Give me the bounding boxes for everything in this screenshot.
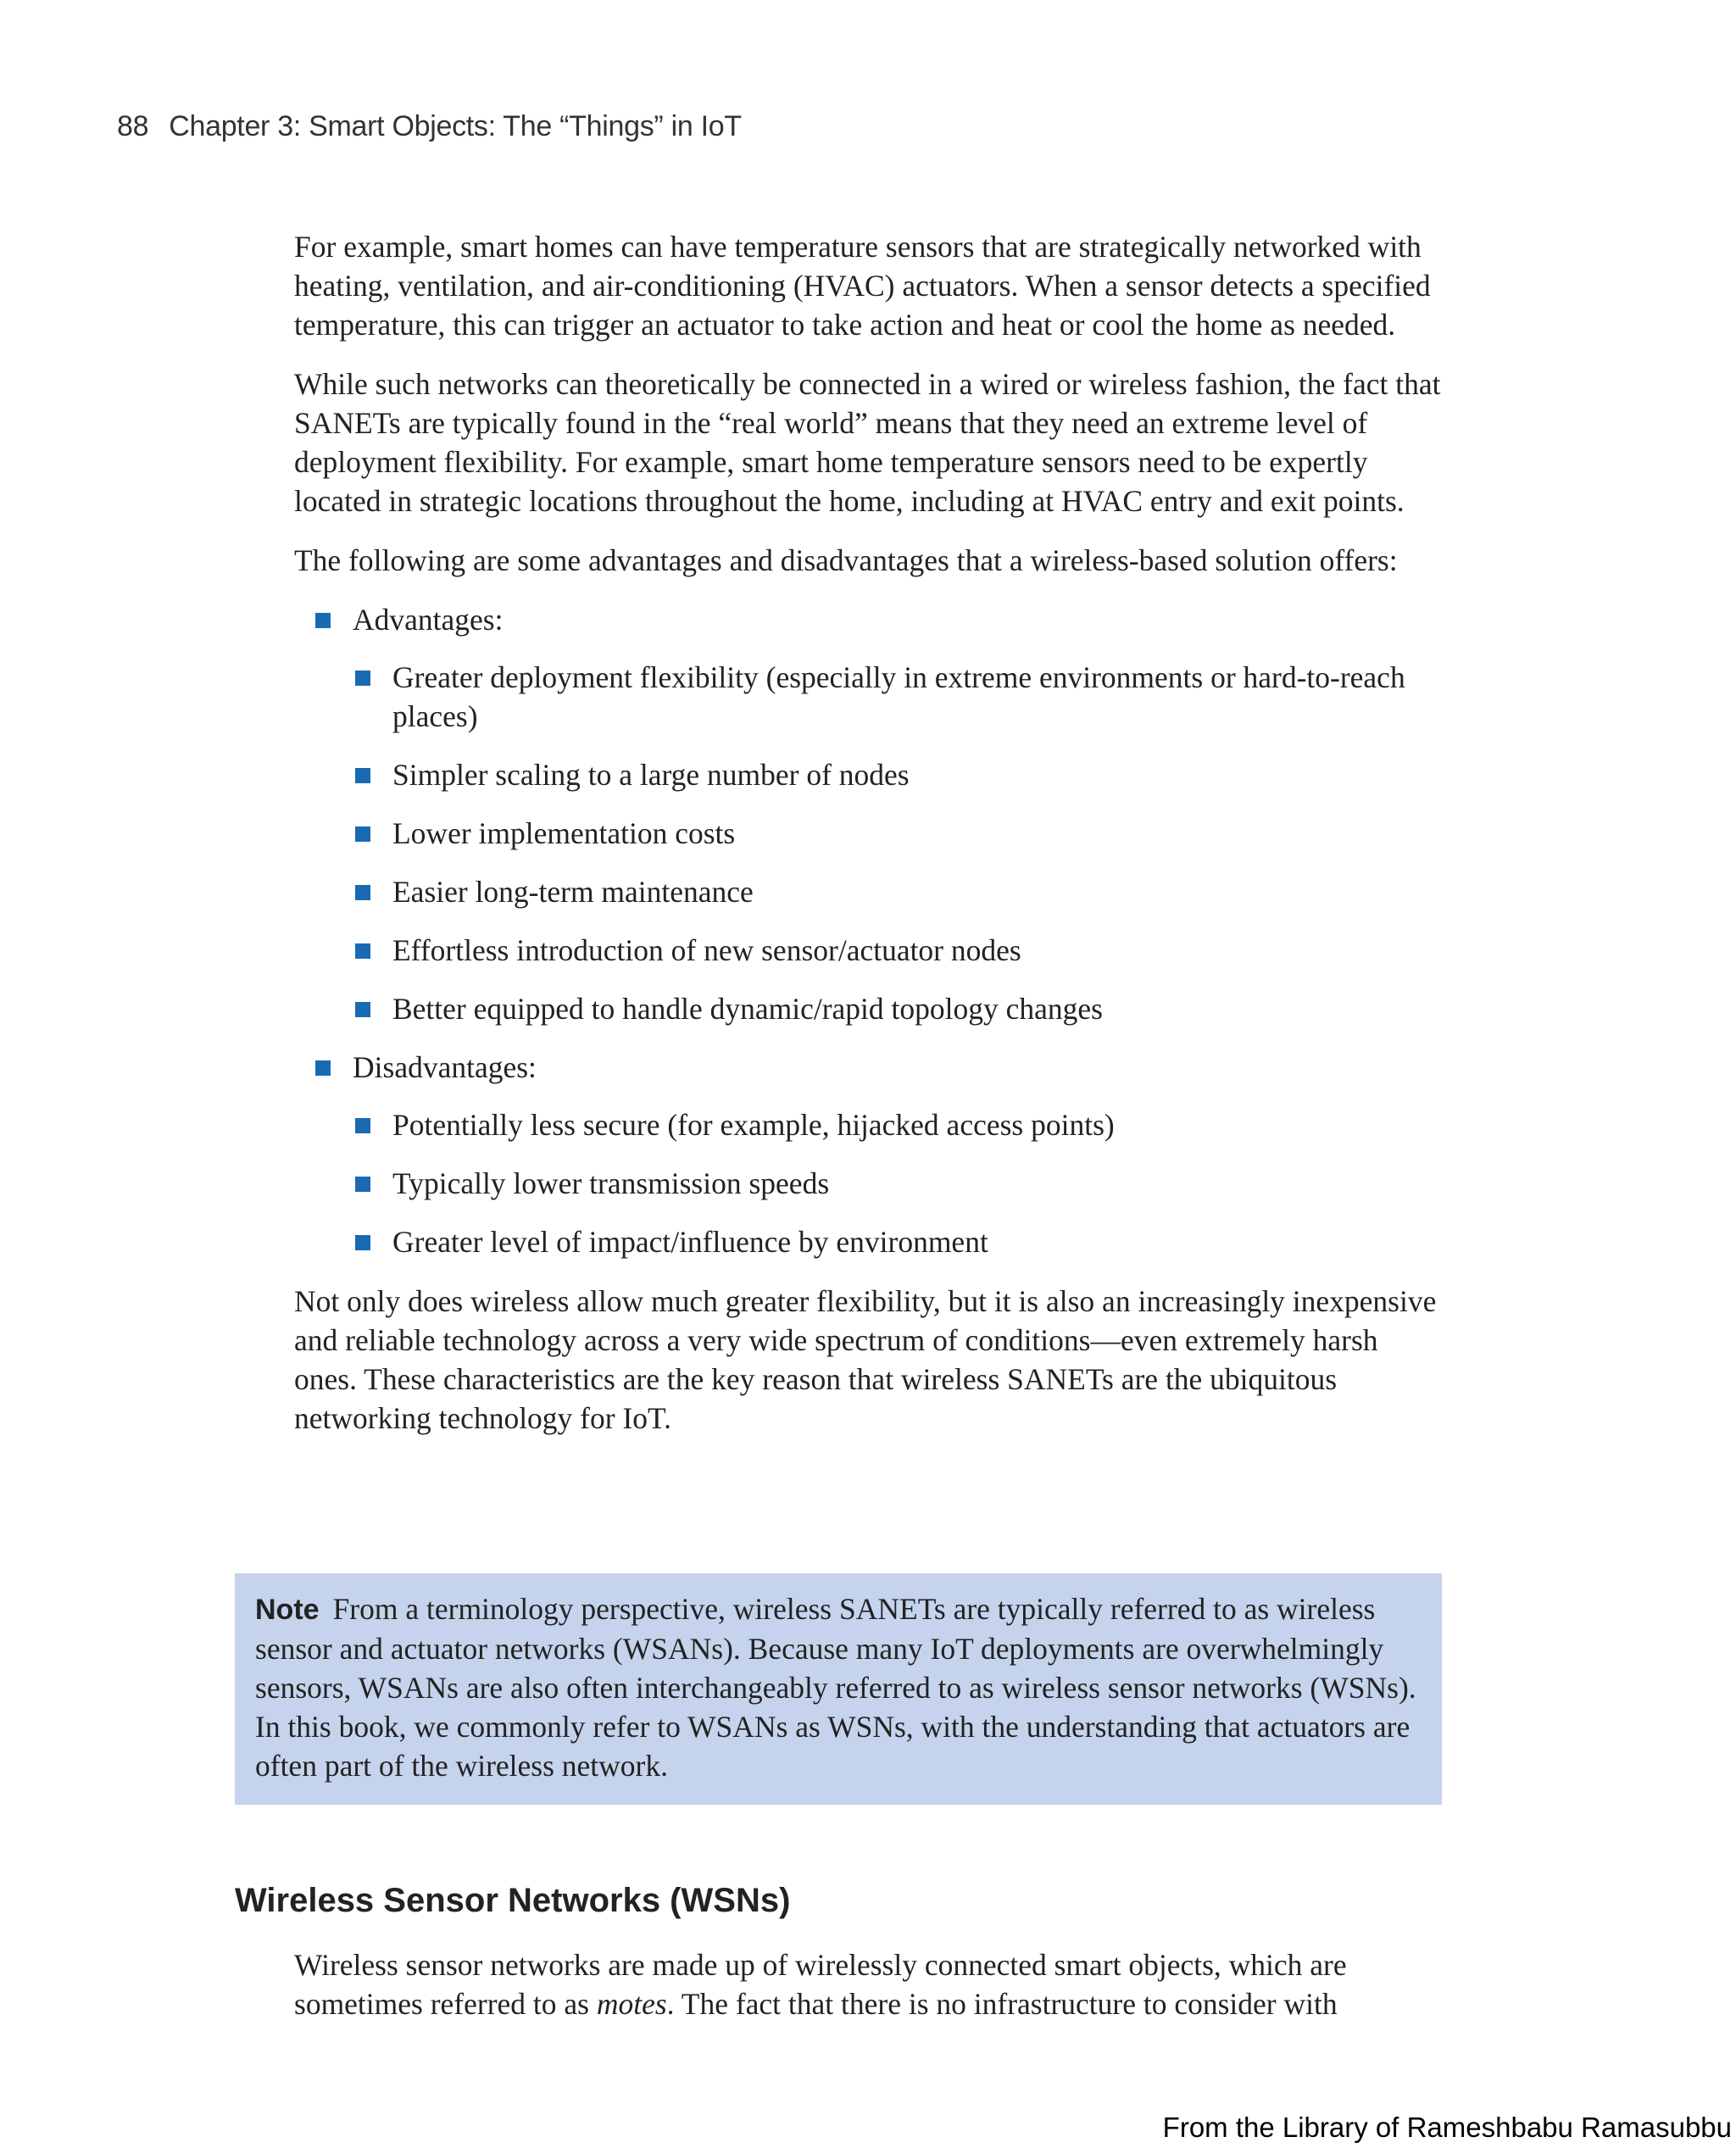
- page-number: 88: [117, 110, 149, 142]
- list-item-advantages: [294, 600, 1447, 639]
- advantage-text: Lower implementation costs: [392, 816, 736, 850]
- library-footer: From the Library of Rameshbabu Ramasubbu: [1162, 2112, 1732, 2143]
- running-header: [117, 110, 742, 143]
- body-content: [294, 227, 1447, 1458]
- advantage-text: Greater deployment flexibility (especially in extreme environments or hard-to-reach places): [392, 660, 1405, 733]
- paragraph-wsn-intro: [294, 1945, 1447, 2023]
- list-item-advantage: [294, 755, 1447, 794]
- list-item-advantage: [294, 989, 1447, 1028]
- square-bullet-icon: [355, 671, 370, 686]
- wsn-text-start: Wireless sensor networks are made up of wirelessly connected smart objects, which are sometimes referred to as: [294, 1948, 1347, 2021]
- square-bullet-icon: [355, 885, 370, 900]
- square-bullet-icon: [315, 613, 331, 628]
- advantages-label: Advantages:: [353, 603, 504, 637]
- italic-term-motes: motes: [596, 1987, 667, 2021]
- note-label: Note: [255, 1594, 320, 1626]
- disadvantage-text: Potentially less secure (for example, hijacked access points): [392, 1108, 1115, 1142]
- square-bullet-icon: [355, 943, 370, 959]
- wsn-text-end: . The fact that there is no infrastructure to consider with: [666, 1987, 1338, 2021]
- disadvantage-text: Greater level of impact/influence by environment: [392, 1225, 988, 1259]
- note-box: [235, 1573, 1442, 1805]
- paragraph-deployment-flexibility: While such networks can theoretically be connected in a wired or wireless fashion, the fact that SANETs are typically found in the “real world” means that they need an extreme level of deployment flexibility. For example, smart home temperature sensors need to be expertly located in strategic locations throughout the home, including at HVAC entry and exit points.: [294, 367, 1441, 518]
- advantage-text: Effortless introduction of new sensor/actuator nodes: [392, 933, 1021, 967]
- advantage-text: Simpler scaling to a large number of nodes: [392, 758, 910, 792]
- list-item-advantage: [294, 931, 1447, 970]
- square-bullet-icon: [355, 1235, 370, 1250]
- advantage-text: Better equipped to handle dynamic/rapid topology changes: [392, 992, 1103, 1026]
- square-bullet-icon: [315, 1060, 331, 1076]
- list-item-advantage: [294, 658, 1447, 736]
- square-bullet-icon: [355, 768, 370, 783]
- square-bullet-icon: [355, 1177, 370, 1192]
- list-item-disadvantages: [294, 1048, 1447, 1087]
- pros-cons-list: [294, 600, 1447, 1261]
- square-bullet-icon: [355, 1002, 370, 1017]
- disadvantages-label: Disadvantages:: [353, 1050, 537, 1084]
- square-bullet-icon: [355, 1118, 370, 1133]
- list-item-disadvantage: [294, 1164, 1447, 1203]
- list-item-advantage: [294, 872, 1447, 911]
- chapter-title: Chapter 3: Smart Objects: The “Things” in IoT: [169, 110, 742, 142]
- paragraph-wireless-flexibility: Not only does wireless allow much greater flexibility, but it is also an increasingly inexpensive and reliable technology across a very wide spectrum of conditions—even extremely harsh ones. These characteristics are the key reason that wireless SANETs are the ubiquitous networking technology for IoT.: [294, 1284, 1437, 1435]
- note-text: From a terminology perspective, wireless SANETs are typically referred to as wireless sensor and actuator networks (WSANs). Because many IoT deployments are overwhelmingly sensors, WSANs are also often interchangeably referred to as wireless sensor networks (WSNs). In this book, we commonly refer to WSANs as WSNs, with the understanding that actuators are often part of the wireless network.: [255, 1592, 1416, 1783]
- advantage-text: Easier long-term maintenance: [392, 875, 754, 909]
- paragraph-smart-homes: For example, smart homes can have temperature sensors that are strategically networked with heating, ventilation, and air-conditioning (HVAC) actuators. When a sensor detects a specified temperature, this can trigger an actuator to take action and heat or cool the home as needed.: [294, 230, 1431, 342]
- list-item-disadvantage: [294, 1222, 1447, 1261]
- list-item-advantage: [294, 814, 1447, 853]
- paragraph-list-intro: The following are some advantages and disadvantages that a wireless-based solution offers:: [294, 543, 1398, 577]
- disadvantage-text: Typically lower transmission speeds: [392, 1166, 830, 1200]
- square-bullet-icon: [355, 826, 370, 842]
- section-heading: Wireless Sensor Networks (WSNs): [235, 1882, 791, 1919]
- list-item-disadvantage: [294, 1105, 1447, 1144]
